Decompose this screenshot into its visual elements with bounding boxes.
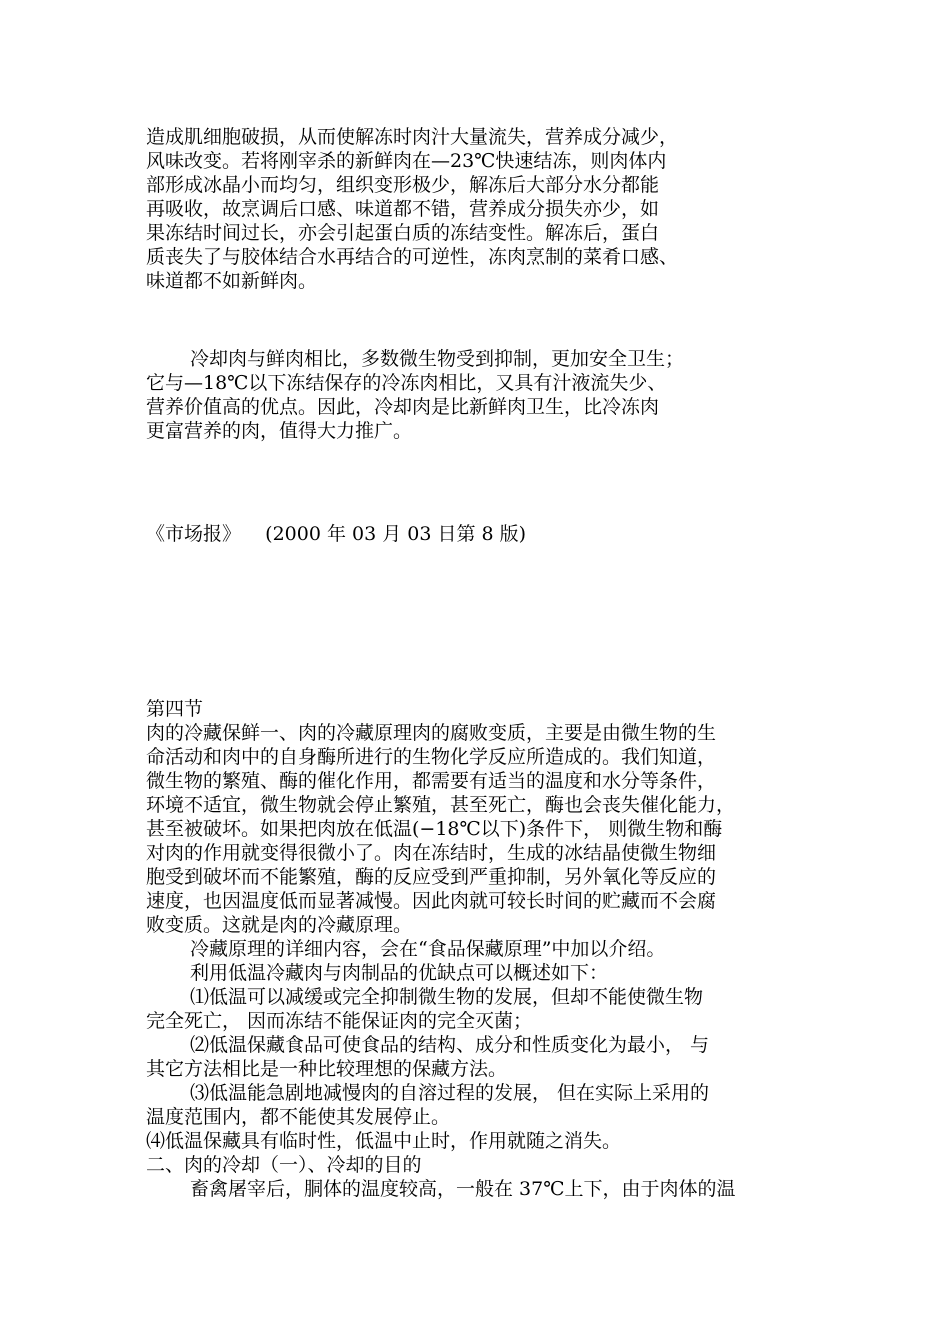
- list-item-4: ⑷低温保藏具有临时性，低温中止时，作用就随之消失。: [146, 1130, 622, 1152]
- text-line: 造成肌细胞破损，从而使解冻时肉汁大量流失，营养成分减少，: [146, 126, 679, 148]
- section-four: [146, 697, 735, 1201]
- text-line: 完全死亡， 因而冻结不能保证肉的完全灭菌；: [146, 1010, 533, 1032]
- text-line: 它与—18℃以下冻结保存的冷冻肉相比，又具有汁液流失少、: [146, 372, 667, 394]
- text-line: 胞受到破坏而不能繁殖，酶的反应受到严重抑制，另外氧化等反应的: [146, 866, 717, 888]
- text-line: 温度范围内，都不能使其发展停止。: [146, 1106, 451, 1128]
- paragraph-frozen-meat: [146, 125, 678, 293]
- text-line: 更富营养的肉，值得大力推广。: [146, 420, 413, 442]
- text-line: 对肉的作用就变得很微小了。肉在冻结时，生成的冰结晶使微生物细: [146, 842, 717, 864]
- text-line: 冷藏原理的详细内容，会在“食品保藏原理”中加以介绍。: [190, 938, 666, 960]
- text-line: 部形成冰晶小而均匀，组织变形极少，解冻后大部分水分都能: [146, 174, 660, 196]
- text-line: 冷却肉与鲜肉相比，多数微生物受到抑制，更加安全卫生；: [190, 348, 685, 370]
- text-line: 命活动和肉中的自身酶所进行的生物化学反应所造成的。我们知道，: [146, 746, 717, 768]
- text-line: 败变质。这就是肉的冷藏原理。: [146, 914, 413, 936]
- text-line: 其它方法相比是一种比较理想的保藏方法。: [146, 1058, 508, 1080]
- text-line: 甚至被破坏。如果把肉放在低温(−18℃以下)条件下， 则微生物和酶: [146, 818, 723, 840]
- text-line: 果冻结时间过长，亦会引起蛋白质的冻结变性。解冻后，蛋白: [146, 222, 660, 244]
- citation-text: 《市场报》 (2000 年 03 月 03 日第 8 版): [146, 523, 527, 545]
- text-line: 营养价值高的优点。因此，冷却肉是比新鲜肉卫生，比冷冻肉: [146, 396, 660, 418]
- text-line: 环境不适宜，微生物就会停止繁殖，甚至死亡，酶也会丧失催化能力，: [146, 794, 736, 816]
- text-line: 肉的冷藏保鲜一、肉的冷藏原理肉的腐败变质，主要是由微生物的生: [146, 722, 717, 744]
- text-line: 速度，也因温度低而显著减慢。因此肉就可较长时间的贮藏而不会腐: [146, 890, 717, 912]
- text-line: 质丧失了与胶体结合水再结合的可逆性，冻肉烹制的菜肴口感、: [146, 246, 679, 268]
- text-line: 味道都不如新鲜肉。: [146, 270, 318, 292]
- paragraph-chilled-meat: [146, 347, 684, 443]
- list-item-2: ⑵低温保藏食品可使食品的结构、成分和性质变化为最小， 与: [190, 1034, 710, 1056]
- section-heading: 第四节: [146, 698, 204, 720]
- text-line: 畜禽屠宰后，胴体的温度较高，一般在 37℃上下，由于肉体的温: [190, 1178, 736, 1200]
- text-line: 利用低温冷藏肉与肉制品的优缺点可以概述如下：: [190, 962, 609, 984]
- list-item-3: ⑶低温能急剧地减慢肉的自溶过程的发展， 但在实际上采用的: [190, 1082, 710, 1104]
- subsection-heading: 二、肉的冷却（一）、冷却的目的: [146, 1154, 422, 1176]
- text-line: 风味改变。若将刚宰杀的新鲜肉在—23℃快速结冻，则肉体内: [146, 150, 667, 172]
- text-line: 再吸收，故烹调后口感、味道都不错，营养成分损失亦少，如: [146, 198, 660, 220]
- source-citation: [146, 521, 526, 547]
- text-line: 微生物的繁殖、酶的催化作用，都需要有适当的温度和水分等条件，: [146, 770, 717, 792]
- list-item-1: ⑴低温可以减缓或完全抑制微生物的发展，但却不能使微生物: [190, 986, 704, 1008]
